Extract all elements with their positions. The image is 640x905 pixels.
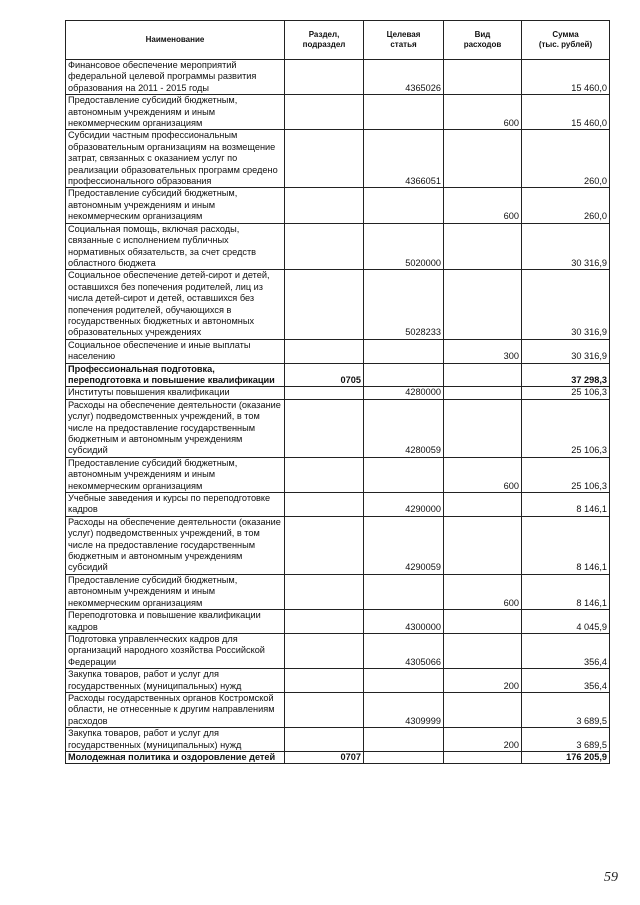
cell-target: 4280000: [364, 387, 444, 399]
cell-name: Институты повышения квалификации: [66, 387, 285, 399]
table-row: [66, 399, 610, 457]
cell-amount: 356,4: [522, 633, 610, 668]
cell-amount: 8 146,1: [522, 516, 610, 574]
table-row: [66, 363, 610, 387]
cell-type: 600: [444, 95, 522, 130]
cell-target: [364, 457, 444, 492]
cell-amount: 25 106,3: [522, 399, 610, 457]
cell-target: [364, 363, 444, 387]
cell-target: 4290059: [364, 516, 444, 574]
table-row: [66, 95, 610, 130]
cell-name: Предоставление субсидий бюджетным, автономным учреждениям и иным некоммерческим организациям: [66, 457, 285, 492]
cell-amount: 15 460,0: [522, 95, 610, 130]
cell-type: [444, 399, 522, 457]
table-row: [66, 223, 610, 270]
cell-amount: 25 106,3: [522, 457, 610, 492]
cell-section: 0705: [285, 363, 364, 387]
cell-target: [364, 339, 444, 363]
cell-section: [285, 610, 364, 634]
cell-section: [285, 399, 364, 457]
cell-type: [444, 363, 522, 387]
table-row: [66, 516, 610, 574]
cell-name: Профессиональная подготовка, переподготовка и повышение квалификации: [66, 363, 285, 387]
cell-target: [364, 574, 444, 609]
cell-target: 5020000: [364, 223, 444, 270]
cell-type: 600: [444, 457, 522, 492]
cell-section: [285, 692, 364, 727]
table-row: [66, 692, 610, 727]
header-section: Раздел, подраздел: [285, 21, 364, 60]
cell-section: [285, 457, 364, 492]
cell-section: [285, 60, 364, 95]
cell-target: 4280059: [364, 399, 444, 457]
table-row: [66, 130, 610, 188]
cell-amount: 176 205,9: [522, 751, 610, 763]
cell-name: Учебные заведения и курсы по переподготовке кадров: [66, 493, 285, 517]
table-row: [66, 728, 610, 752]
cell-type: [444, 610, 522, 634]
cell-section: [285, 188, 364, 223]
cell-type: 600: [444, 188, 522, 223]
cell-name: Переподготовка и повышение квалификации кадров: [66, 610, 285, 634]
table-row: [66, 270, 610, 339]
cell-amount: 3 689,5: [522, 728, 610, 752]
table-row: [66, 493, 610, 517]
table-row: [66, 188, 610, 223]
cell-section: [285, 339, 364, 363]
table-row: [66, 751, 610, 763]
cell-type: [444, 60, 522, 95]
cell-name: Социальное обеспечение детей-сирот и детей, оставшихся без попечения родителей, лиц из числа детей-сирот и детей, оставшихся без попечения родителей, обучающихся в государственных бюджетных и автономных образовательных учреждениях: [66, 270, 285, 339]
cell-name: Закупка товаров, работ и услуг для государственных (муниципальных) нужд: [66, 669, 285, 693]
cell-section: [285, 493, 364, 517]
cell-name: Финансовое обеспечение мероприятий федеральной целевой программы развития образования на 2011 - 2015 годы: [66, 60, 285, 95]
cell-name: Подготовка управленческих кадров для организаций народного хозяйства Российской Федерации: [66, 633, 285, 668]
cell-name: Расходы на обеспечение деятельности (оказание услуг) подведомственных учреждений, в том числе на предоставление государственным бюджетным и автономным учреждениям субсидий: [66, 399, 285, 457]
cell-amount: 260,0: [522, 188, 610, 223]
header-amount: Сумма (тыс. рублей): [522, 21, 610, 60]
header-name: Наименование: [66, 21, 285, 60]
cell-name: Субсидии частным профессиональным образовательным организациям на возмещение затрат, связанных с оказанием услуг по реализации образовательных программ средено профессионального образования: [66, 130, 285, 188]
table-row: [66, 574, 610, 609]
cell-section: [285, 387, 364, 399]
cell-section: [285, 95, 364, 130]
budget-table: [65, 20, 610, 764]
cell-amount: 15 460,0: [522, 60, 610, 95]
cell-section: [285, 270, 364, 339]
cell-section: [285, 728, 364, 752]
table-row: [66, 387, 610, 399]
cell-type: [444, 270, 522, 339]
cell-amount: 356,4: [522, 669, 610, 693]
cell-target: 5028233: [364, 270, 444, 339]
cell-type: [444, 751, 522, 763]
cell-target: 4305066: [364, 633, 444, 668]
cell-type: [444, 130, 522, 188]
cell-target: [364, 751, 444, 763]
cell-target: 4365026: [364, 60, 444, 95]
header-type: Вид расходов: [444, 21, 522, 60]
cell-name: Расходы государственных органов Костромской области, не отнесенные к другим направлениям расходов: [66, 692, 285, 727]
cell-name: Социальная помощь, включая расходы, связанные с исполнением публичных нормативных обязательств, за счет средств областного бюджета: [66, 223, 285, 270]
cell-type: 200: [444, 728, 522, 752]
cell-section: [285, 223, 364, 270]
table-body: [66, 60, 610, 764]
header-target: Целевая статья: [364, 21, 444, 60]
cell-type: [444, 692, 522, 727]
cell-amount: 37 298,3: [522, 363, 610, 387]
cell-amount: 25 106,3: [522, 387, 610, 399]
cell-name: Закупка товаров, работ и услуг для государственных (муниципальных) нужд: [66, 728, 285, 752]
cell-target: 4300000: [364, 610, 444, 634]
cell-section: [285, 130, 364, 188]
cell-section: [285, 669, 364, 693]
cell-amount: 260,0: [522, 130, 610, 188]
cell-target: [364, 95, 444, 130]
table-row: [66, 339, 610, 363]
cell-amount: 30 316,9: [522, 223, 610, 270]
cell-name: Молодежная политика и оздоровление детей: [66, 751, 285, 763]
cell-amount: 30 316,9: [522, 339, 610, 363]
cell-type: [444, 493, 522, 517]
cell-name: Предоставление субсидий бюджетным, автономным учреждениям и иным некоммерческим организациям: [66, 574, 285, 609]
page-number: 59: [604, 870, 618, 885]
cell-amount: 30 316,9: [522, 270, 610, 339]
table-header-row: [66, 21, 610, 60]
cell-target: 4309999: [364, 692, 444, 727]
cell-type: 300: [444, 339, 522, 363]
table-row: [66, 669, 610, 693]
cell-name: Предоставление субсидий бюджетным, автономным учреждениям и иным некоммерческим организациям: [66, 188, 285, 223]
cell-amount: 4 045,9: [522, 610, 610, 634]
cell-section: 0707: [285, 751, 364, 763]
cell-target: [364, 188, 444, 223]
cell-name: Предоставление субсидий бюджетным, автономным учреждениям и иным некоммерческим организациям: [66, 95, 285, 130]
cell-section: [285, 574, 364, 609]
cell-type: [444, 387, 522, 399]
cell-amount: 8 146,1: [522, 493, 610, 517]
table-row: [66, 457, 610, 492]
cell-target: 4366051: [364, 130, 444, 188]
table-row: [66, 60, 610, 95]
cell-section: [285, 633, 364, 668]
cell-amount: 8 146,1: [522, 574, 610, 609]
cell-target: [364, 728, 444, 752]
cell-amount: 3 689,5: [522, 692, 610, 727]
cell-type: [444, 633, 522, 668]
cell-name: Расходы на обеспечение деятельности (оказание услуг) подведомственных учреждений, в том числе на предоставление государственным бюджетным и автономным учреждениям субсидий: [66, 516, 285, 574]
cell-type: [444, 516, 522, 574]
cell-section: [285, 516, 364, 574]
table-row: [66, 610, 610, 634]
cell-type: 200: [444, 669, 522, 693]
table-row: [66, 633, 610, 668]
cell-type: [444, 223, 522, 270]
cell-target: [364, 669, 444, 693]
cell-name: Социальное обеспечение и иные выплаты населению: [66, 339, 285, 363]
cell-type: 600: [444, 574, 522, 609]
cell-target: 4290000: [364, 493, 444, 517]
